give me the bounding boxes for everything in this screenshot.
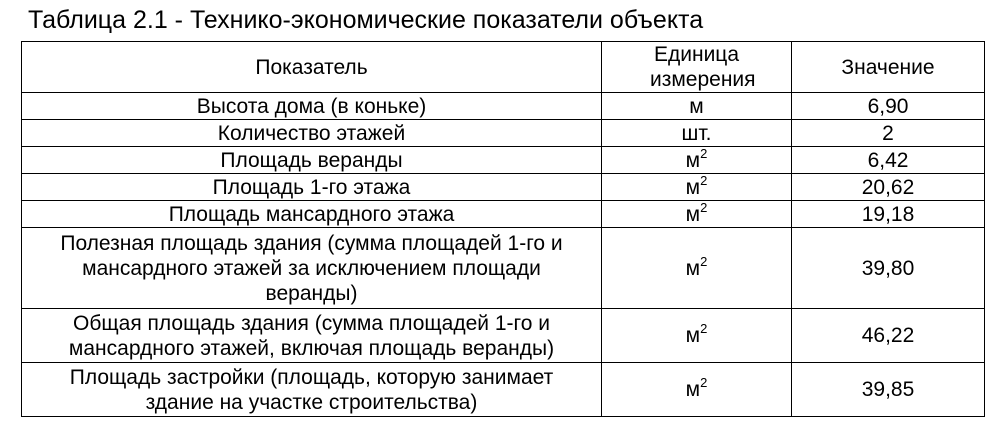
- table-row: [22, 309, 985, 363]
- cell-value: 20,62: [792, 174, 985, 201]
- cell-indicator: Полезная площадь здания (сумма площадей 1-го и мансардного этажей за исключением площади веранды): [22, 228, 602, 309]
- header-value: Значение: [792, 42, 985, 93]
- table-caption: Таблица 2.1 - Технико-экономические показатели объекта: [28, 6, 704, 34]
- header-unit: Единица измерения: [602, 42, 792, 93]
- unit-text: м: [685, 202, 701, 226]
- unit-text: шт.: [681, 121, 712, 145]
- table-row: [22, 228, 985, 309]
- cell-indicator: Количество этажей: [22, 120, 602, 147]
- cell-value: 6,90: [792, 93, 985, 120]
- cell-value: 39,80: [792, 228, 985, 309]
- cell-value: 19,18: [792, 201, 985, 228]
- unit-text: м: [685, 175, 701, 199]
- table-row: [22, 120, 985, 147]
- cell-indicator: Площадь застройки (площадь, которую занимает здание на участке строительства): [22, 363, 602, 417]
- unit-text: м: [685, 256, 701, 280]
- cell-unit: [602, 309, 792, 363]
- table-row: [22, 174, 985, 201]
- indicators-table: [21, 41, 985, 417]
- table-row: [22, 201, 985, 228]
- cell-unit: [602, 228, 792, 309]
- unit-superscript: 2: [700, 145, 708, 161]
- cell-value: 6,42: [792, 147, 985, 174]
- cell-unit: [602, 174, 792, 201]
- unit-superscript: 2: [700, 172, 708, 188]
- cell-unit: [602, 120, 792, 147]
- table-row: [22, 363, 985, 417]
- cell-unit: [602, 363, 792, 417]
- unit-text: м: [685, 148, 701, 172]
- cell-unit: [602, 147, 792, 174]
- cell-indicator: Площадь веранды: [22, 147, 602, 174]
- header-indicator: Показатель: [22, 42, 602, 93]
- cell-indicator: Общая площадь здания (сумма площадей 1-го и мансардного этажей, включая площадь веранды): [22, 309, 602, 363]
- table-row: [22, 147, 985, 174]
- table-header-row: [22, 42, 985, 93]
- unit-text: м: [689, 94, 704, 118]
- cell-indicator: Высота дома (в коньке): [22, 93, 602, 120]
- cell-value: 39,85: [792, 363, 985, 417]
- cell-indicator: Площадь мансардного этажа: [22, 201, 602, 228]
- unit-superscript: 2: [700, 199, 708, 215]
- table-row: [22, 93, 985, 120]
- cell-indicator: Площадь 1-го этажа: [22, 174, 602, 201]
- unit-text: м: [685, 378, 701, 401]
- cell-unit: [602, 201, 792, 228]
- unit-text: м: [685, 324, 701, 347]
- unit-superscript: 2: [700, 253, 708, 269]
- unit-superscript: 2: [700, 375, 708, 390]
- unit-superscript: 2: [700, 321, 708, 336]
- cell-unit: [602, 93, 792, 120]
- cell-value: 46,22: [792, 309, 985, 363]
- cell-value: 2: [792, 120, 985, 147]
